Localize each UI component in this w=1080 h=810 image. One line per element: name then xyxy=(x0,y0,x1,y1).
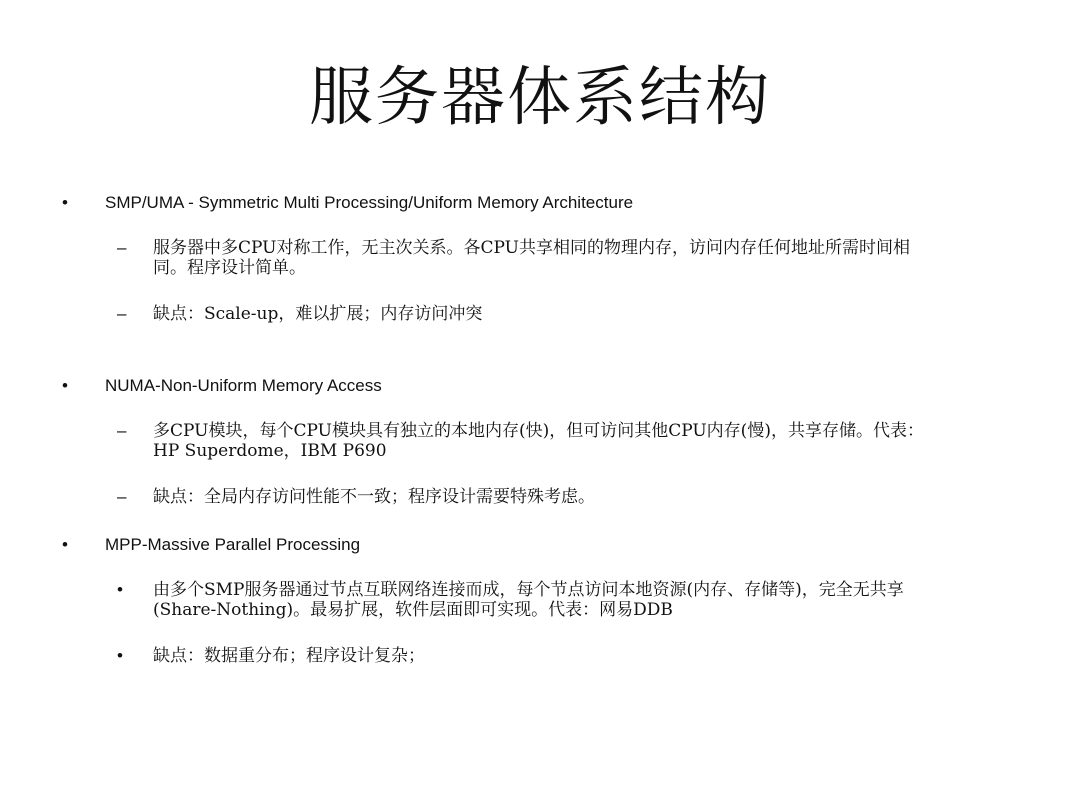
sub-item xyxy=(0,304,1080,324)
sub-item xyxy=(0,487,1080,507)
text-line: 缺点：全局内存访问性能不一致；程序设计需要特殊考虑。 xyxy=(153,487,595,507)
sub-item-text xyxy=(153,580,1013,620)
bullet-marker: • xyxy=(62,193,68,212)
text-line: 缺点：数据重分布；程序设计复杂； xyxy=(153,646,425,666)
text-line: (Share-Nothing)。最易扩展，软件层面即可实现。代表：网易DDB xyxy=(153,600,673,620)
dash-marker: – xyxy=(117,487,127,506)
bullet-marker: • xyxy=(117,580,123,599)
sub-item-text xyxy=(153,238,1013,278)
section-numa xyxy=(0,376,1080,396)
text-line: HP Superdome，IBM P690 xyxy=(153,441,387,461)
sub-item-text xyxy=(153,646,1013,666)
sub-item-text xyxy=(153,487,1013,507)
bullet-marker: • xyxy=(117,646,123,665)
section-heading: MPP-Massive Parallel Processing xyxy=(105,535,361,554)
slide-title: 服务器体系结构 xyxy=(309,61,771,135)
section-smp xyxy=(0,193,1080,213)
dash-marker: – xyxy=(117,304,127,323)
dash-marker: – xyxy=(117,421,127,440)
text-line: 由多个SMP服务器通过节点互联网络连接而成，每个节点访问本地资源(内存、存储等)，完全无共享 xyxy=(153,580,904,600)
text-line: 服务器中多CPU对称工作，无主次关系。各CPU共享相同的物理内存，访问内存任何地址所需时间相 xyxy=(153,238,910,258)
text-line: 同。程序设计简单。 xyxy=(153,258,306,278)
section-heading: NUMA-Non-Uniform Memory Access xyxy=(105,376,382,395)
section-mpp xyxy=(0,535,1080,555)
text-line: 缺点：Scale-up，难以扩展；内存访问冲突 xyxy=(153,304,483,324)
bullet-marker: • xyxy=(62,535,68,554)
text-line: 多CPU模块，每个CPU模块具有独立的本地内存(快)，但可访问其他CPU内存(慢)，共享存储。代表： xyxy=(153,421,924,441)
bullet-marker: • xyxy=(62,376,68,395)
section-heading: SMP/UMA - Symmetric Multi Processing/Uniform Memory Architecture xyxy=(105,193,634,212)
sub-item-text xyxy=(153,421,1013,461)
sub-item-text xyxy=(153,304,1013,324)
sub-item xyxy=(0,421,1080,461)
dash-marker: – xyxy=(117,238,127,257)
sub-item xyxy=(0,580,1080,620)
sub-item xyxy=(0,646,1080,666)
sub-item xyxy=(0,238,1080,278)
